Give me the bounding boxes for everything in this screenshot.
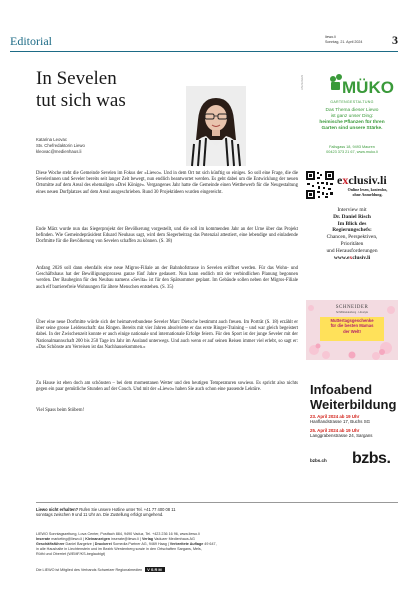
exclusiv-logo: exclusiv.li (337, 173, 387, 187)
muko-address: Fallsgass 18, 9493 Mauren 00423 373 21 67, www.muko.li (326, 145, 378, 154)
muko-logo-text: MÜKO (342, 78, 394, 97)
schneider-logo: SCHNEIDER (335, 305, 369, 310)
paragraph-3: Anfang 2026 soll dann ebenfalls eine neue Migros-Filiale an der Bahnhofstrasse in Sevelen eröffnet werden. Für das Wohn- und Geschäftshaus hat der Bewilligungsprozess ganze fünf Jahre gedauert. Nun kann endlich mit der verbindlichen Planung begonnen werden. Der Baubeginn für den Neubau namens «Sevita» ist für den Spätsommer geplant. Im Gebäude sollen neben der Migros-Filiale auch elf barrierefreie Wohnungen für ältere Menschen entstehen. (S. 35) (36, 266, 298, 290)
bzbs-event-2: 25. April 2024 ab 19 Uhr Langgrabenstrasse 24, Sargans (310, 428, 373, 439)
schneider-subtitle: Schiffsbekleidung · Lifestyle (335, 311, 369, 314)
author-email[interactable]: kleovac@medienhaus.li (36, 149, 82, 154)
ad-schneider[interactable] (306, 300, 398, 360)
footer-membership: Die LIEWO ist Mitglied des Verbands Schweizer Regionalmedien VSRM (36, 567, 163, 572)
paragraph-1: Diese Woche steht die Gemeinde Sevelen im Fokus der «Liewo». Und in dem Ort tut sich künftig so einiges. So soll eine Frage, die die Sevelerinnen und Seveler bereits seit langer Zeit bewegt, nun endlich beantwortet werden. Es geht dabei um die Entwicklung der neuen Ortsmitte auf dem Areal des ehemaligen «Drei Könige». Vergangenes Jahr hatte die Gemeinde einen Wettbewerb für die Neugestaltung eines neuen Dorfplatzes auf dem Areal ausgeschrieben. Rund 30 Projektideen wurden eingereicht. (36, 171, 298, 195)
paragraph-5: Zu Hause ist eben doch am schönsten – bei dem momentanen Wetter und den heutigen Temperaturen sowieso. Es spricht also nichts gegen ein paar gemütliche Stunden auf der Couch. Und mit der «Liewo» haben Sie auch schon eine passende Lektüre. (36, 381, 298, 393)
footer-imprint: LIEWO Sonntagszeitung, Lova Center, Postfach 884, 9490 Vaduz, Tel. +423 236 16 96, www.liewo.li Inserate marketing@liewo.li | Kleinanzeigen inserate@liewo.li | Verlag Vaduzer Medienhaus AG Geschäftsführer Daniel Bargetze | Druckerei Somedia Partner AG, 9469 Haag | Verbreitete Auflage 49 647, in alle Haushalte in Liechtenstein und im Bezirk Werdenberg sowie in den Ortschaften Sargans, Mels, Rüthi und Oberriet (WEMF/KS-beglaubigt) (36, 532, 217, 556)
qr-code-icon (306, 171, 334, 199)
section-title: Editorial (10, 34, 52, 48)
paragraph-6: Viel Spass beim Stöbern! (36, 408, 85, 413)
author-role: Stv. Chefredaktorin Liewo (36, 143, 85, 148)
footer-hotline: Liewo nicht erhalten? Rufen Sie unsere Hotline unter Tel. +41 77 400 08 11 sonntags zwischen 9 und 11 Uhr an. Die Zustellung erfolgt umgehend. (36, 507, 176, 518)
page-number: 3 (392, 33, 398, 47)
exclusiv-note: Online lesen, kostenlos, ohne Anmeldung. (347, 187, 388, 197)
muko-subtitle: GARTENGESTALTUNG (330, 100, 374, 104)
author-photo (186, 86, 246, 166)
exclusiv-url: www.exclusiv.li (333, 254, 371, 261)
bzbs-website[interactable]: bzbs.ch (310, 458, 327, 463)
bzbs-logo: bzbs. (352, 450, 391, 467)
exclusiv-teaser: Interview mit Dr. Daniel Risch Im Blick des Regierungschefs: Chancen, Perspektiven, Prioritäten und Herausforderungen www.exclusiv.li (306, 207, 398, 261)
author-name: Katarina Leovac (36, 137, 68, 142)
ad-exclusiv[interactable] (306, 171, 398, 291)
ad-label: ANZEIGEN (300, 74, 304, 90)
site-name: liewo.li (325, 35, 336, 39)
issue-date: Sonntag, 21. April 2024 (325, 40, 363, 44)
header-meta (325, 35, 362, 45)
page-header (10, 34, 398, 52)
footer-divider (36, 502, 398, 503)
ad-bzbs[interactable] (306, 378, 398, 470)
schneider-tagline: Muttertagsgeschenke für die besten Mamas der Welt! (320, 317, 384, 341)
bzbs-event-1: 23. April 2024 ab 19 Uhr Hanflandstrasse 17, Buchs SG (310, 414, 371, 425)
bzbs-title: Infoabend Weiterbildung (310, 382, 397, 412)
article-title: In Sevelen tut sich was (36, 68, 126, 111)
ad-muko[interactable] (306, 66, 398, 162)
paragraph-4: Über eine neue Dorfmitte würde sich der heimatverbundene Seveler Marc Dietsche bestimmt auch freuen. Im Porträt (S. 18) erzählt er über seine grosse Leidenschaft: das Ringen. Bereits mit vier Jahren absolvierte er das erste Ringer-Training – und war gleich begeistert dabei. In der Zwischenzeit konnte er auch einige nationale und internationale Erfolge feiern. Für den Sport ist der junge Seveler mit der Nationalmannschaft 200 bis 250 Tage im Jahr im Ausland unterwegs. Und auch wenn er auf seinen Reisen immer viel erlebt, so sagt er: «Das Schönste am Verreisen ist das Nachhausekommen.» (36, 320, 298, 350)
paragraph-2: Ende März wurde nun das Siegerprojekt der Bevölkerung vorgestellt, und die soll im kommenden Jahr an der Urne über das Projekt befinden. Wie Gemeindepräsident Eduard Neuhaus sagt, wird dem Siegerbeitrag das Potenzial attestiert, eine lebendige und einladende Dorfmitte für die Bevölkerung von Sevelen schaffen zu können. (S. 38) (36, 227, 298, 245)
muko-tagline: Das Thema dieser Liewo ist ganz unser Ding: heimische Pflanzen für Ihren Garten sind unsere Stärke. (319, 108, 385, 131)
muko-logo (326, 72, 394, 98)
author-info (36, 137, 85, 155)
vsrm-logo: VSRM (147, 567, 163, 572)
